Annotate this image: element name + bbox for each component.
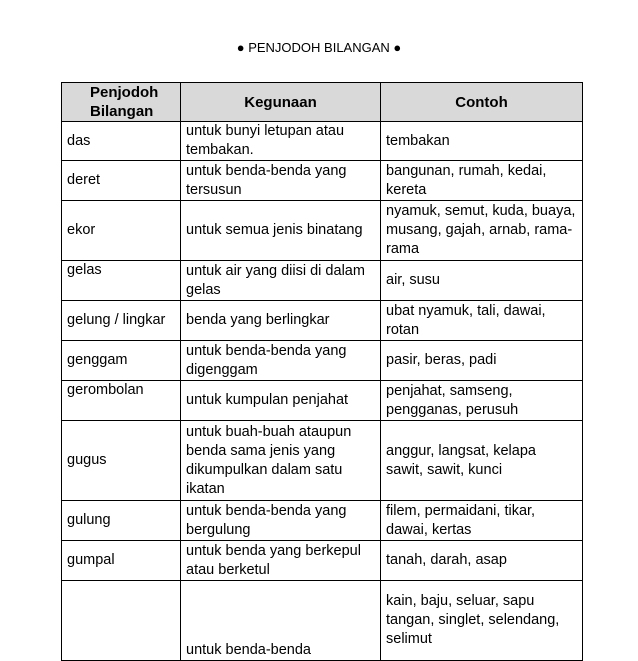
table-row <box>62 421 583 501</box>
table-row <box>62 541 583 581</box>
cell-penjodoh: gulung <box>62 501 181 541</box>
cell-penjodoh: gugus <box>62 421 181 501</box>
table-row <box>62 201 583 261</box>
cell-contoh: nyamuk, semut, kuda, buaya, musang, gajah, arnab, rama-rama <box>381 201 583 261</box>
cell-kegunaan: untuk benda-benda yang bergulung <box>181 501 381 541</box>
cell-penjodoh: gumpal <box>62 541 181 581</box>
cell-kegunaan: untuk buah-buah ataupun benda sama jenis yang dikumpulkan dalam satu ikatan <box>181 421 381 501</box>
cell-kegunaan: benda yang berlingkar <box>181 301 381 341</box>
cell-kegunaan: untuk benda-benda yang digenggam <box>181 341 381 381</box>
table-row <box>62 381 583 421</box>
table-header-row <box>62 83 583 122</box>
table-row <box>62 581 583 661</box>
header-contoh: Contoh <box>381 83 583 122</box>
cell-penjodoh: ekor <box>62 201 181 261</box>
cell-penjodoh: das <box>62 122 181 161</box>
header-penjodoh: Penjodoh Bilangan <box>62 83 181 122</box>
cell-penjodoh <box>62 581 181 661</box>
cell-kegunaan: untuk semua jenis binatang <box>181 201 381 261</box>
cell-kegunaan: untuk bunyi letupan atau tembakan. <box>181 122 381 161</box>
cell-kegunaan: untuk air yang diisi di dalam gelas <box>181 261 381 301</box>
cell-kegunaan: untuk benda yang berkepul atau berketul <box>181 541 381 581</box>
table-row <box>62 501 583 541</box>
cell-contoh: ubat nyamuk, tali, dawai, rotan <box>381 301 583 341</box>
table-row <box>62 122 583 161</box>
page-title: ● PENJODOH BILANGAN ● <box>236 40 402 55</box>
cell-contoh: penjahat, samseng, pengganas, perusuh <box>381 381 583 421</box>
cell-penjodoh: deret <box>62 161 181 201</box>
table-row <box>62 301 583 341</box>
cell-penjodoh: genggam <box>62 341 181 381</box>
cell-penjodoh: gelung / lingkar <box>62 301 181 341</box>
cell-contoh: bangunan, rumah, kedai, kereta <box>381 161 583 201</box>
cell-contoh: pasir, beras, padi <box>381 341 583 381</box>
cell-kegunaan: untuk benda-benda <box>181 581 381 661</box>
cell-contoh: air, susu <box>381 261 583 301</box>
cell-contoh: tanah, darah, asap <box>381 541 583 581</box>
cell-penjodoh: gerombolan <box>62 381 181 421</box>
cell-kegunaan: untuk kumpulan penjahat <box>181 381 381 421</box>
cell-contoh: filem, permaidani, tikar, dawai, kertas <box>381 501 583 541</box>
cell-penjodoh: gelas <box>62 261 181 301</box>
cell-contoh: tembakan <box>381 122 583 161</box>
header-kegunaan: Kegunaan <box>181 83 381 122</box>
table-row <box>62 261 583 301</box>
penjodoh-table <box>61 82 583 661</box>
table-row <box>62 161 583 201</box>
cell-kegunaan: untuk benda-benda yang tersusun <box>181 161 381 201</box>
cell-contoh: anggur, langsat, kelapa sawit, sawit, kunci <box>381 421 583 501</box>
cell-contoh: kain, baju, seluar, sapu tangan, singlet, selendang, selimut <box>381 581 583 661</box>
table-row <box>62 341 583 381</box>
